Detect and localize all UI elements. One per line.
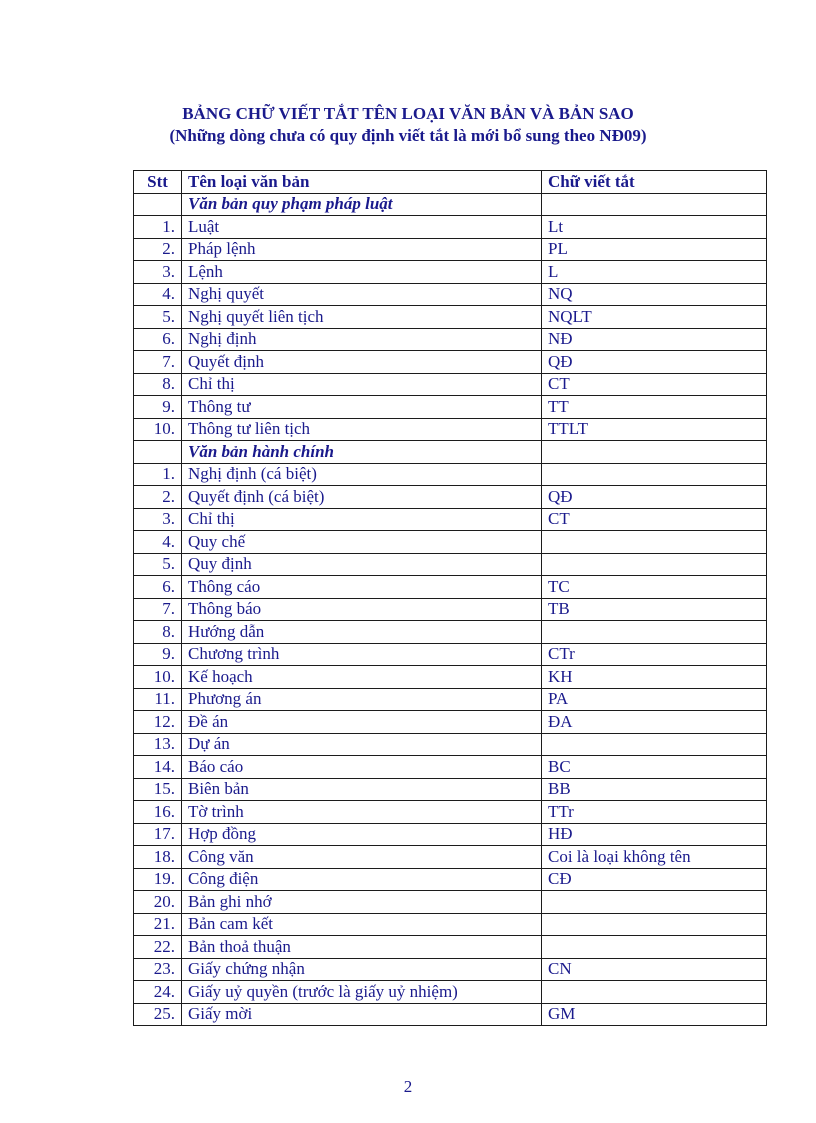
cell-document-type: Giấy mời [182, 1003, 542, 1026]
cell-document-type: Nghị định [182, 328, 542, 351]
cell-stt [134, 193, 182, 216]
cell-document-type: Thông tư liên tịch [182, 418, 542, 441]
abbreviation-table [133, 170, 767, 1026]
cell-stt: 5. [134, 553, 182, 576]
cell-document-type: Bản cam kết [182, 913, 542, 936]
cell-stt: 7. [134, 598, 182, 621]
cell-abbreviation: PA [542, 688, 767, 711]
table-row [134, 553, 767, 576]
cell-abbreviation: BB [542, 778, 767, 801]
cell-abbreviation: CT [542, 508, 767, 531]
cell-abbreviation: PL [542, 238, 767, 261]
table-row [134, 688, 767, 711]
cell-stt: 7. [134, 351, 182, 374]
cell-abbreviation [542, 891, 767, 914]
cell-document-type: Chỉ thị [182, 373, 542, 396]
cell-stt: 4. [134, 531, 182, 554]
cell-document-type: Nghị quyết liên tịch [182, 306, 542, 329]
cell-document-type: Thông báo [182, 598, 542, 621]
cell-stt: 8. [134, 621, 182, 644]
table-row [134, 621, 767, 644]
cell-document-type: Pháp lệnh [182, 238, 542, 261]
cell-stt: 10. [134, 418, 182, 441]
cell-abbreviation: NĐ [542, 328, 767, 351]
document-title: BẢNG CHỮ VIẾT TẮT TÊN LOẠI VĂN BẢN VÀ BẢN SAO [182, 104, 634, 123]
header-document-type: Tên loại văn bản [182, 171, 542, 194]
cell-stt: 6. [134, 576, 182, 599]
table-row [134, 1003, 767, 1026]
table-row [134, 958, 767, 981]
cell-document-type: Dự án [182, 733, 542, 756]
cell-abbreviation: Lt [542, 216, 767, 239]
cell-abbreviation: NQ [542, 283, 767, 306]
page-number: 2 [403, 1077, 413, 1096]
cell-document-type: Chỉ thị [182, 508, 542, 531]
table-row [134, 981, 767, 1004]
cell-document-type: Công văn [182, 846, 542, 869]
table-row [134, 486, 767, 509]
table-row [134, 598, 767, 621]
cell-stt: 13. [134, 733, 182, 756]
table-row [134, 306, 767, 329]
cell-stt: 20. [134, 891, 182, 914]
cell-document-type: Giấy uỷ quyền (trước là giấy uỷ nhiệm) [182, 981, 542, 1004]
cell-document-type: Nghị quyết [182, 283, 542, 306]
cell-abbreviation: L [542, 261, 767, 284]
cell-abbreviation [542, 531, 767, 554]
cell-stt: 8. [134, 373, 182, 396]
cell-stt: 11. [134, 688, 182, 711]
cell-stt: 3. [134, 261, 182, 284]
cell-stt: 25. [134, 1003, 182, 1026]
cell-abbreviation [542, 733, 767, 756]
cell-document-type: Giấy chứng nhận [182, 958, 542, 981]
cell-abbreviation: KH [542, 666, 767, 689]
table-row [134, 373, 767, 396]
cell-stt: 16. [134, 801, 182, 824]
cell-document-type: Hợp đồng [182, 823, 542, 846]
table-row [134, 891, 767, 914]
section-header-row [134, 193, 767, 216]
section-header-row [134, 441, 767, 464]
table-header-row [134, 171, 767, 194]
cell-abbreviation [542, 441, 767, 464]
cell-abbreviation [542, 981, 767, 1004]
cell-document-type: Tờ trình [182, 801, 542, 824]
cell-stt: 17. [134, 823, 182, 846]
cell-abbreviation: CT [542, 373, 767, 396]
cell-abbreviation: CN [542, 958, 767, 981]
cell-document-type: Thông cáo [182, 576, 542, 599]
cell-stt: 9. [134, 643, 182, 666]
cell-abbreviation: QĐ [542, 486, 767, 509]
table-row [134, 216, 767, 239]
cell-stt: 2. [134, 238, 182, 261]
table-row [134, 778, 767, 801]
document-subtitle: (Những dòng chưa có quy định viết tắt là mới bổ sung theo NĐ09) [169, 126, 647, 145]
table-row [134, 823, 767, 846]
cell-document-type: Quyết định [182, 351, 542, 374]
cell-stt: 24. [134, 981, 182, 1004]
table-row [134, 238, 767, 261]
table-row [134, 936, 767, 959]
cell-stt: 5. [134, 306, 182, 329]
table-row [134, 733, 767, 756]
table-row [134, 283, 767, 306]
table-row [134, 531, 767, 554]
cell-abbreviation [542, 936, 767, 959]
cell-stt: 1. [134, 216, 182, 239]
cell-stt: 19. [134, 868, 182, 891]
table-row [134, 261, 767, 284]
cell-stt: 12. [134, 711, 182, 734]
cell-document-type: Công điện [182, 868, 542, 891]
cell-abbreviation [542, 621, 767, 644]
cell-document-type: Chương trình [182, 643, 542, 666]
cell-stt: 4. [134, 283, 182, 306]
table-row [134, 666, 767, 689]
cell-document-type: Thông tư [182, 396, 542, 419]
cell-document-type: Luật [182, 216, 542, 239]
table-row [134, 913, 767, 936]
header-abbreviation: Chữ viết tắt [542, 171, 767, 194]
cell-document-type: Văn bản hành chính [182, 441, 542, 464]
cell-stt: 18. [134, 846, 182, 869]
cell-stt: 1. [134, 463, 182, 486]
cell-abbreviation: HĐ [542, 823, 767, 846]
table-row [134, 396, 767, 419]
cell-abbreviation [542, 463, 767, 486]
cell-stt: 9. [134, 396, 182, 419]
cell-document-type: Quy định [182, 553, 542, 576]
cell-abbreviation: TC [542, 576, 767, 599]
cell-abbreviation: ĐA [542, 711, 767, 734]
cell-document-type: Biên bản [182, 778, 542, 801]
cell-abbreviation: CĐ [542, 868, 767, 891]
cell-document-type: Báo cáo [182, 756, 542, 779]
cell-abbreviation: Coi là loại không tên [542, 846, 767, 869]
table-row [134, 351, 767, 374]
table-row [134, 711, 767, 734]
cell-document-type: Bản thoả thuận [182, 936, 542, 959]
cell-abbreviation: TTr [542, 801, 767, 824]
cell-abbreviation: TTLT [542, 418, 767, 441]
cell-abbreviation [542, 193, 767, 216]
table-row [134, 643, 767, 666]
cell-abbreviation: QĐ [542, 351, 767, 374]
cell-abbreviation [542, 913, 767, 936]
cell-abbreviation [542, 553, 767, 576]
cell-abbreviation: TB [542, 598, 767, 621]
cell-abbreviation: TT [542, 396, 767, 419]
cell-stt: 21. [134, 913, 182, 936]
cell-document-type: Bản ghi nhớ [182, 891, 542, 914]
cell-abbreviation: NQLT [542, 306, 767, 329]
table-row [134, 801, 767, 824]
cell-abbreviation: BC [542, 756, 767, 779]
cell-document-type: Lệnh [182, 261, 542, 284]
table-row [134, 576, 767, 599]
cell-document-type: Quy chế [182, 531, 542, 554]
table-row [134, 846, 767, 869]
cell-stt: 15. [134, 778, 182, 801]
abbreviation-table-body [134, 171, 767, 1026]
cell-stt: 14. [134, 756, 182, 779]
table-row [134, 508, 767, 531]
cell-stt: 6. [134, 328, 182, 351]
table-row [134, 418, 767, 441]
cell-stt: 22. [134, 936, 182, 959]
cell-document-type: Quyết định (cá biệt) [182, 486, 542, 509]
cell-stt: 10. [134, 666, 182, 689]
table-row [134, 463, 767, 486]
cell-document-type: Văn bản quy phạm pháp luật [182, 193, 542, 216]
cell-document-type: Phương án [182, 688, 542, 711]
cell-stt: 3. [134, 508, 182, 531]
cell-abbreviation: GM [542, 1003, 767, 1026]
cell-abbreviation: CTr [542, 643, 767, 666]
table-row [134, 756, 767, 779]
table-row [134, 868, 767, 891]
header-stt: Stt [134, 171, 182, 194]
cell-stt: 23. [134, 958, 182, 981]
cell-document-type: Đề án [182, 711, 542, 734]
cell-document-type: Nghị định (cá biệt) [182, 463, 542, 486]
cell-document-type: Hướng dẫn [182, 621, 542, 644]
table-row [134, 328, 767, 351]
cell-document-type: Kế hoạch [182, 666, 542, 689]
cell-stt [134, 441, 182, 464]
cell-stt: 2. [134, 486, 182, 509]
